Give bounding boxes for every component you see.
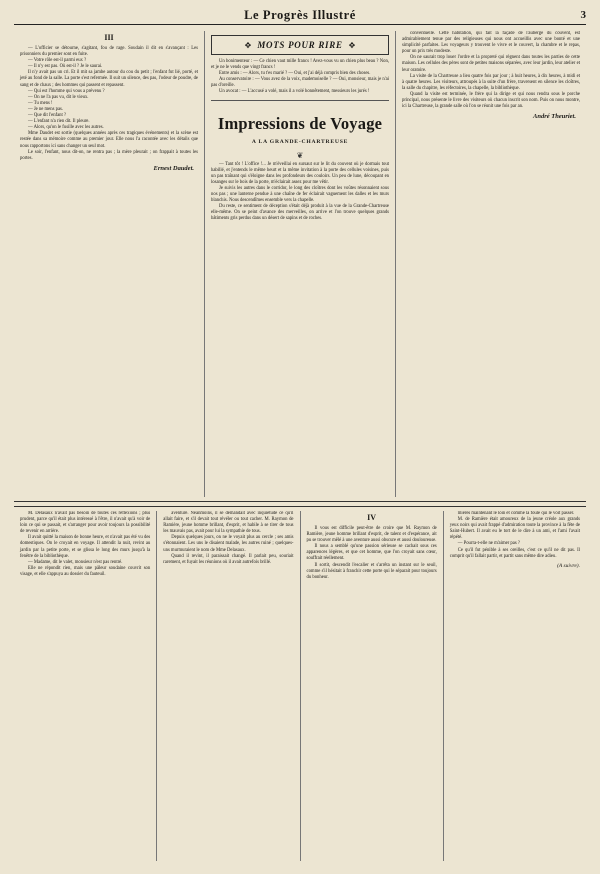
article-paragraph: Le soir, l'enfant, nous dit-on, ne rentra pas ; la mère pleurait ; on frappait à toutes les portes. xyxy=(20,149,198,161)
newspaper-title: Le Progrès Illustré xyxy=(244,7,356,22)
article-paragraph: Mme Daudet est sortie (quelques années après ces tragiques événements) et la scène est restée dans sa mémoire comme au premier jour. Elle nous l'a racontée avec les détails que nous rapportons ici sans changer un seul mot. xyxy=(20,131,198,149)
upper-columns xyxy=(14,31,586,497)
article-paragraph: Il n'y avait pas un cri. Et il mit sa jambe autour du cou du petit ; l'enfant fut lié, porté, et jeté au fond de la salle. La porte s'est refermée. Il suit un silence, des pas, l'odeur de poudre, de sang et de chaux ; des hommes qui passent et repassent. xyxy=(20,70,198,88)
column-1 xyxy=(14,31,204,497)
serial-paragraph: Il sortit, descendit l'escalier et s'arrêta un instant sur le seuil, comme s'il hésitait à franchir cette porte qui le séparait pour toujours du bonheur. xyxy=(306,562,437,580)
feature-subtitle: A LA GRANDE-CHARTREUSE xyxy=(251,138,349,145)
joke-item: Un bonimenteur : — Ce chien vaut mille francs ! Avez-vous vu un chien plus beau ? Non, et je ne le vends que vingt francs ! xyxy=(211,59,389,71)
serial-paragraph: Il vous est difficile peut-être de croire que M. Raymon de Ramière, jeune homme brillant d'esprit, de talent et d'espérance, ait pu se trouver mêlé à une aventure aussi obscure et aussi douloureuse. xyxy=(306,526,437,544)
dialogue-line: — Alors, qu'on le fusille avec les autres. xyxy=(28,125,104,131)
feuilleton-rule xyxy=(14,501,586,507)
author-signature: André Theuriet. xyxy=(533,113,576,121)
joke-item: Un avocat : — L'accusé a volé, mais il a volé honnêtement, messieurs les jurés ! xyxy=(219,89,370,95)
fleuron-icon: ✥ xyxy=(348,40,356,50)
column-2 xyxy=(204,31,395,497)
serial-paragraph: Quand il revint, il paraissait changé. Il parlait peu, souriait rarement, et fuyait les réunions où il avait autrefois brillé. xyxy=(163,553,294,565)
article-paragraph: — Il n'y est pas. Où est-il ? Je le saurai. xyxy=(28,64,103,70)
article-paragraph: conventuelle. Cette habitation, qui fait la façade de l'auberge du couvent, est admirablement tenue par des religieuses qui nous ont accueillis avec une bonté et une simplicité parfaites. Les voyageurs y trouvent le vivre et le couvert, la chambre et le repas, pour un prix très modeste. xyxy=(402,31,580,55)
masthead xyxy=(14,6,586,25)
article-paragraph: La visite de la Chartreuse a lieu quatre fois par jour ; à huit heures, à dix heures, à midi et à quatre heures. Les visiteurs, attroupés à la suite d'un frère, traversent en silence les cloîtres, la salle du chapitre, les réfectoires, la chapelle, la bibliothèque. xyxy=(402,73,580,91)
serial-paragraph: M. de Ramière était amoureux de la jeune créole aux grands yeux noirs qui avait frappé d'admiration toute la province à la fête de Saint-Hubert. Il avait eu le tort de le dire à un ami, et l'ami l'avait répété. xyxy=(449,517,580,541)
article-paragraph: Je suivis les autres dans le corridor, le long des cloîtres dont les voûtes résonnaient sous nos pas ; une lanterne pendue à une chaîne de fer éclairait vaguement les dalles et les murs blanchis. Nous descendîmes ensemble vers la chapelle. xyxy=(211,185,389,204)
article-paragraph: Quand la visite est terminée, le frère qui la dirige et qui nous rendra sous le porche principal, nous présente le livre des visiteurs où chacun inscrit son nom. Puis on nous montre, ici la Chartreuse, la grande salle où l'on se réunit une fois par an. xyxy=(402,91,580,110)
serial-paragraph: Depuis quelques jours, on ne le voyait plus au cercle ; ses amis s'étonnaient. Les uns le disaient malade, les autres ruiné ; quelques-uns murmuraient le nom de Mme Delasaux. xyxy=(163,535,294,553)
feature-title: Impressions de Voyage xyxy=(217,113,383,133)
dialogue-line: — Que dit l'enfant ? xyxy=(28,113,67,119)
divider xyxy=(211,100,389,101)
serial-paragraph: aventure. Néanmoins, il se demandait avec inquiétude ce qu'il allait faire, et s'il devait tout révéler ou tout cacher. M. Raymon de Ramière, jeune homme brillant, d'esprit, et habile à se tirer de tous les mauvais pas, avait pour lui la sympathie de tous. xyxy=(163,511,294,535)
joke-item: Entre amis : — Alors, tu t'es marié ? — Oui, et j'ai déjà compris bien des choses. xyxy=(219,71,371,77)
dialogue-line: — L'enfant n'a rien dit. Il pleure. xyxy=(28,119,90,125)
serial-paragraph: Il nous a semblé qu'une passion sérieuse se cachait sous ces apparences légères, et que cet homme, que l'on croyait sans cœur, souffrait réellement. xyxy=(306,544,437,562)
serial-paragraph: mières maintenant le loin et comme la foule qui le voit passer. xyxy=(457,511,575,516)
page-number: 3 xyxy=(580,9,586,21)
column-4 xyxy=(14,511,156,861)
serial-paragraph: — Madame, dit le valet, monsieur n'est pas rentré. xyxy=(28,559,123,565)
article-paragraph: — Tant tôt ! L'office !... Je m'éveillai en sursaut sur le lit du couvent où je dormais tout habillé, et j'entends le même heurt et la même invitation à la porte des cellules voisines, puis un pas traînant qui s'éloigne dans les profondeurs des couloirs. Un peu de lune, découpant en losanges sur le bois de la porte, m'éclairait assez pour me vêtir. xyxy=(211,161,389,185)
serial-paragraph: Elle ne répondit rien, mais une pâleur soudaine couvrit son visage, et elle s'appuya au dossier du fauteuil. xyxy=(20,565,151,577)
serial-paragraph: Il avait quitté la maison de bonne heure, et n'avait pas été vu des domestiques. On le croyait en voyage. Il attendit la nuit, revint au jardin par la petite porte, et se glissa le long des murs jusqu'à la fenêtre de la bibliothèque. xyxy=(20,535,151,559)
author-signature: Ernest Daudet. xyxy=(153,164,194,172)
jokes-banner xyxy=(211,35,389,55)
article-paragraph: On ne saurait trop louer l'ordre et la propreté qui règnent dans toutes les parties de cette maison. Les cellules des pères sont de petites maisons séparées, avec leur jardin, leur atelier et leur oratoire. xyxy=(402,55,580,73)
serial-paragraph: Ce qu'il fut pénible à ses oreilles, c'est ce qu'il ne dit pas. Il comprit qu'il fallait partir, et partit sans même dire adieu. xyxy=(449,547,580,559)
section-number: III xyxy=(104,33,114,42)
dialogue-line: — On ne l'a pas vu, dit le vieux. xyxy=(28,94,89,100)
dialogue-line: — Qui est l'homme qui vous a prévenu ? xyxy=(28,88,105,94)
dialogue-line: — Tu mens ! xyxy=(28,100,53,106)
section-number: IV xyxy=(367,513,377,522)
joke-item: Au conservatoire : — Vous avez de la voix, mademoiselle ? — Oui, monsieur, mais je n'ai pas d'oreille. xyxy=(211,77,389,89)
continued-notice: (A suivre). xyxy=(557,562,580,569)
column-6 xyxy=(300,511,443,861)
dialogue-line: — Je ne mens pas. xyxy=(28,106,64,112)
serial-paragraph: — Pourra-t-elle ne m'aimer pas ? xyxy=(457,541,520,547)
article-paragraph: Du reste, ce sentiment de déception s'était déjà produit à la vue de la Grande-Chartreuse elle-même. On se peint d'avance des merveilles, on arrive et l'on trouve quelques grands bâtiments gris perdus dans un désert de sapins et de roches. xyxy=(211,204,389,222)
serial-paragraph: M. Delasaux n'avait pas besoin de toutes ces réflexions ; plus prudent, parce qu'il était plus intéressé à l'être, il n'avait qu'à voir de loin ce qui se passait, et s'arranger pour avoir toujours la possibilité de revenir en arrière. xyxy=(20,511,151,535)
fleuron-icon: ✥ xyxy=(244,40,252,50)
article-paragraph: — L'officier se détourne, s'agitant, fou de rage. Soudain il dit en s'avançant : Les prisonniers du premier sont en fuite. xyxy=(20,46,198,58)
ornament-icon: ❦ xyxy=(296,150,304,160)
feuilleton-columns xyxy=(14,511,586,861)
column-7 xyxy=(443,511,586,861)
jokes-heading: MOTS POUR RIRE xyxy=(257,40,343,50)
article-paragraph: — Votre rôle est-il parmi eux ? xyxy=(28,58,87,64)
column-5 xyxy=(156,511,299,861)
column-3 xyxy=(395,31,586,497)
